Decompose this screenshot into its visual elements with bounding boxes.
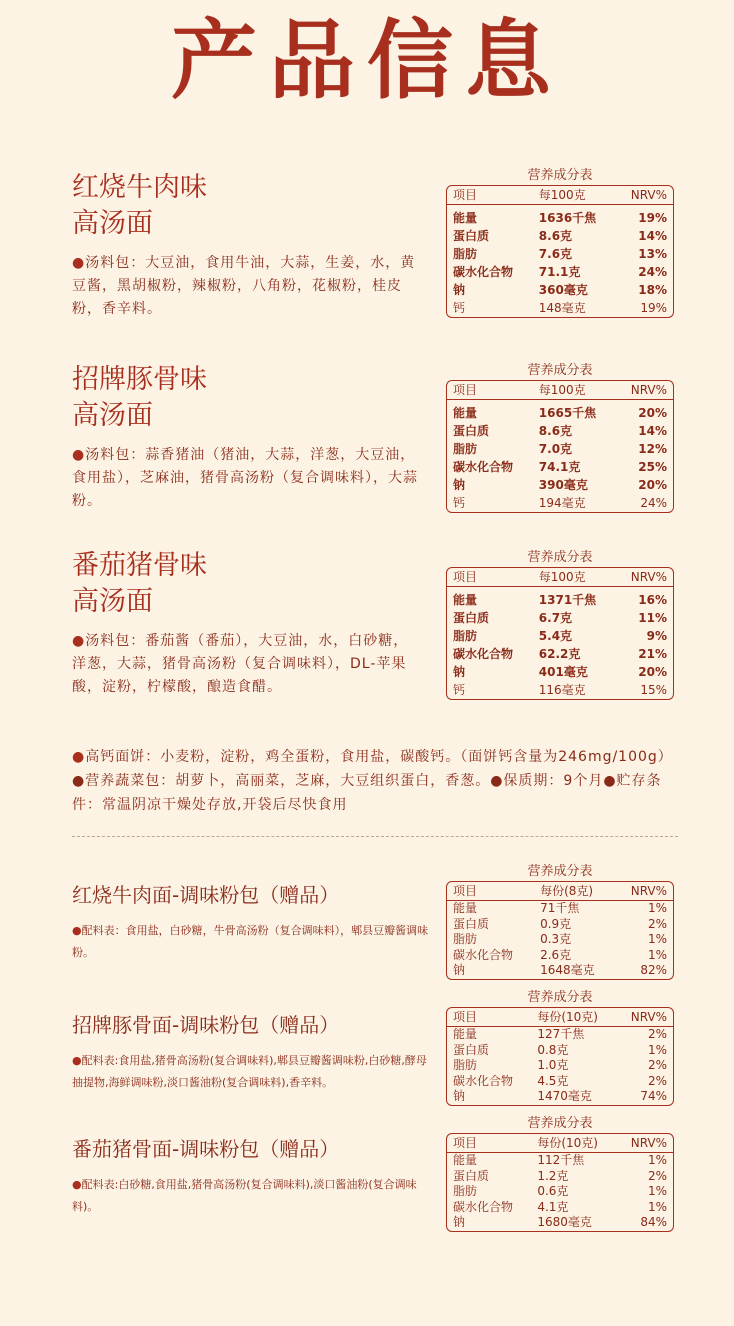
table-header-cell: 项目: [447, 568, 533, 587]
table-cell: 能量: [453, 211, 478, 225]
nutrition-table-1: [446, 166, 674, 318]
table-row: [447, 440, 673, 458]
bullet-icon: [72, 1178, 82, 1191]
bullet-icon: [72, 255, 85, 271]
gift-nutrition-table-1: [446, 862, 674, 980]
table-cell: 390毫克: [538, 478, 588, 492]
table-row: [447, 299, 673, 317]
table-cell: 1%: [647, 1199, 667, 1214]
product-ingredients: ● 汤料包：番茄酱（番茄），大豆油，水，白砂糖，洋葱，大蒜，猪骨高汤粉（复合调味料），DL-苹果酸，淀粉，柠檬酸，酿造食醋。: [72, 630, 422, 699]
table-cell: 蛋白质: [453, 1168, 490, 1183]
table-cell: 脂肪: [453, 1184, 478, 1198]
table-cell: 0.9克: [540, 916, 572, 931]
gift-nutrition-table-3: [446, 1114, 674, 1232]
nutrition-grid: [446, 567, 674, 700]
gift-ingredients: ● 配料表：食用盐，白砂糖，牛骨高汤粉（复合调味料），郫县豆瓣酱调味粉。: [72, 920, 432, 964]
table-cell: 1%: [647, 1042, 667, 1057]
table-cell: 脂肪: [453, 629, 478, 643]
table-cell: 12%: [638, 442, 667, 456]
table-cell: 1665千焦: [538, 406, 597, 420]
table-cell: 16%: [638, 593, 667, 607]
table-row: [447, 1058, 673, 1074]
table-cell: 24%: [640, 496, 667, 510]
table-row: [447, 281, 673, 299]
table-cell: 360毫克: [538, 283, 588, 297]
product-section-1: [72, 170, 422, 321]
table-cell: 钠: [453, 1215, 466, 1229]
bullet-icon: [72, 633, 85, 649]
table-cell: 74.1克: [538, 460, 581, 474]
table-row: [447, 381, 673, 400]
table-cell: 钠: [453, 478, 466, 492]
nutrition-table-3: [446, 548, 674, 700]
table-cell: 钙: [453, 683, 466, 697]
table-cell: 19%: [640, 301, 667, 315]
table-row: [447, 494, 673, 512]
table-cell: 1%: [647, 901, 667, 915]
table-cell: 1%: [647, 932, 667, 946]
table-row: [447, 1089, 673, 1105]
table-cell: 能量: [453, 593, 478, 607]
table-cell: 24%: [638, 265, 667, 279]
nutrition-table-2: [446, 361, 674, 513]
table-cell: 84%: [640, 1215, 667, 1229]
nutrition-grid: [446, 881, 674, 980]
table-cell: 蛋白质: [453, 611, 490, 625]
table-cell: 148毫克: [538, 301, 586, 315]
table-cell: 碳水化合物: [453, 460, 514, 474]
table-cell: 2.6克: [540, 947, 572, 962]
table-cell: 0.3克: [540, 932, 572, 946]
table-cell: 蛋白质: [453, 229, 490, 243]
table-row: [447, 882, 673, 901]
table-row: [447, 948, 673, 964]
table-header-cell: 每100克: [533, 381, 616, 400]
table-row: [447, 1027, 673, 1043]
table-cell: 碳水化合物: [453, 647, 514, 661]
table-cell: 碳水化合物: [453, 1073, 514, 1088]
table-cell: 4.1克: [537, 1199, 569, 1214]
product-title-line2: 高汤面: [72, 586, 153, 617]
table-cell: 钙: [453, 301, 466, 315]
table-cell: 能量: [453, 901, 478, 915]
table-cell: 71.1克: [538, 265, 581, 279]
table-header-cell: NRV%: [616, 1008, 673, 1027]
table-cell: 蛋白质: [453, 916, 490, 931]
table-row: [447, 917, 673, 933]
table-cell: 1%: [647, 1153, 667, 1167]
table-row: [447, 681, 673, 699]
table-cell: 脂肪: [453, 247, 478, 261]
nutrition-grid: [446, 185, 674, 318]
table-cell: 4.5克: [537, 1073, 569, 1088]
table-cell: 20%: [638, 665, 667, 679]
table-row: [447, 400, 673, 422]
bullet-icon: [72, 447, 85, 463]
table-header-cell: 每份(8克): [534, 882, 614, 901]
table-cell: 71千焦: [540, 901, 580, 915]
table-cell: 1680毫克: [537, 1215, 592, 1229]
table-cell: 74%: [640, 1089, 667, 1103]
table-row: [447, 1215, 673, 1231]
table-row: [447, 609, 673, 627]
nutrition-grid: [446, 380, 674, 513]
product-ingredients: ● 汤料包：蒜香猪油（猪油，大蒜，洋葱，大豆油，食用盐），芝麻油，猪骨高汤粉（复合调味料），大蒜粉。: [72, 444, 422, 513]
table-cell: 脂肪: [453, 442, 478, 456]
table-cell: 11%: [638, 611, 667, 625]
table-cell: 116毫克: [538, 683, 586, 697]
table-row: [447, 932, 673, 948]
bullet-icon: [72, 924, 82, 937]
table-cell: 1371千焦: [538, 593, 597, 607]
table-cell: 2%: [647, 1073, 667, 1088]
table-header-cell: 每份(10克): [531, 1008, 616, 1027]
table-row: [447, 1153, 673, 1169]
table-cell: 7.0克: [538, 442, 573, 456]
table-row: [447, 205, 673, 227]
gift-section-2: [72, 1012, 432, 1094]
table-cell: 8.6克: [538, 424, 573, 438]
nutrition-grid: [446, 1007, 674, 1106]
table-cell: 碳水化合物: [453, 265, 514, 279]
table-cell: 5.4克: [538, 629, 573, 643]
product-section-3: [72, 548, 422, 699]
table-cell: 1%: [647, 947, 667, 962]
table-cell: 19%: [638, 211, 667, 225]
bullet-icon: [72, 1054, 82, 1067]
table-cell: 1.0克: [537, 1058, 569, 1072]
gift-nutrition-table-2: [446, 988, 674, 1106]
table-row: [447, 663, 673, 681]
product-title-line1: 招牌豚骨味: [72, 364, 207, 395]
bullet-icon: [72, 749, 85, 765]
table-row: [447, 901, 673, 917]
table-header-cell: NRV%: [615, 381, 673, 400]
table-cell: 钠: [453, 1089, 466, 1103]
nutrition-caption: 营养成分表: [527, 864, 593, 879]
table-header-cell: NRV%: [615, 186, 673, 205]
product-title-line2: 高汤面: [72, 208, 153, 239]
extra-info: ● 高钙面饼：小麦粉，淀粉，鸡全蛋粉，食用盐，碳酸钙。（面饼钙含量为246mg/100g）●营养蔬菜包：胡萝卜，高丽菜，芝麻，大豆组织蛋白，香葱。●保质期：9个月●贮存条件：常温阴凉干燥处存放,开袋后尽快食用: [72, 745, 682, 817]
table-cell: 401毫克: [538, 665, 588, 679]
table-row: [447, 1043, 673, 1059]
table-header-cell: NRV%: [615, 882, 673, 901]
table-cell: 20%: [638, 406, 667, 420]
dashed-divider: [72, 836, 678, 837]
page-title: 产品信息: [171, 11, 563, 111]
table-cell: 钠: [453, 963, 466, 977]
gift-section-1: [72, 882, 432, 964]
table-header-cell: 项目: [447, 186, 533, 205]
table-cell: 1648毫克: [540, 963, 595, 977]
table-cell: 蛋白质: [453, 424, 490, 438]
table-header-cell: 每份(10克): [531, 1134, 616, 1153]
table-header-cell: 每100克: [533, 186, 616, 205]
table-cell: 钙: [453, 496, 466, 510]
table-row: [447, 186, 673, 205]
table-header-cell: 每100克: [533, 568, 616, 587]
table-cell: 13%: [638, 247, 667, 261]
product-section-2: [72, 362, 422, 513]
table-cell: 脂肪: [453, 1058, 478, 1072]
table-cell: 6.7克: [538, 611, 573, 625]
table-row: [447, 422, 673, 440]
product-title-line2: 高汤面: [72, 400, 153, 431]
table-cell: 2%: [647, 1168, 667, 1183]
nutrition-caption: 营养成分表: [527, 550, 593, 565]
nutrition-caption: 营养成分表: [527, 168, 593, 183]
nutrition-caption: 营养成分表: [527, 363, 593, 378]
table-cell: 112千焦: [537, 1153, 585, 1167]
table-cell: 7.6克: [538, 247, 573, 261]
table-header-cell: 项目: [447, 381, 533, 400]
table-cell: 194毫克: [538, 496, 586, 510]
table-cell: 14%: [638, 424, 667, 438]
nutrition-grid: [446, 1133, 674, 1232]
table-cell: 82%: [640, 963, 667, 977]
table-row: [447, 1169, 673, 1185]
table-row: [447, 1200, 673, 1216]
table-cell: 能量: [453, 1153, 478, 1167]
product-ingredients: ● 汤料包：大豆油，食用牛油，大蒜，生姜，水，黄豆酱，黑胡椒粉，辣椒粉，八角粉，花椒粉，桂皮粉，香辛料。: [72, 252, 422, 321]
table-cell: 能量: [453, 406, 478, 420]
table-cell: 钠: [453, 283, 466, 297]
table-cell: 2%: [647, 1058, 667, 1072]
table-row: [447, 568, 673, 587]
table-cell: 2%: [647, 1027, 667, 1041]
table-header-cell: 项目: [447, 882, 534, 901]
table-cell: 1%: [647, 1184, 667, 1198]
table-cell: 21%: [638, 647, 667, 661]
table-row: [447, 1184, 673, 1200]
table-header-cell: NRV%: [615, 568, 673, 587]
table-row: [447, 1008, 673, 1027]
table-row: [447, 227, 673, 245]
table-row: [447, 587, 673, 609]
table-header-cell: NRV%: [616, 1134, 673, 1153]
table-cell: 8.6克: [538, 229, 573, 243]
gift-title: 招牌豚骨面-调味粉包（赠品）: [72, 1013, 340, 1037]
table-cell: 0.6克: [537, 1184, 569, 1198]
table-row: [447, 627, 673, 645]
table-cell: 1.2克: [537, 1168, 569, 1183]
table-cell: 62.2克: [538, 647, 581, 661]
table-row: [447, 245, 673, 263]
table-cell: 脂肪: [453, 932, 478, 946]
gift-title: 红烧牛肉面-调味粉包（赠品）: [72, 883, 340, 907]
table-cell: 1636千焦: [538, 211, 597, 225]
gift-title: 番茄猪骨面-调味粉包（赠品）: [72, 1137, 340, 1161]
gift-section-3: [72, 1136, 432, 1218]
gift-ingredients: ● 配料表:食用盐,猪骨高汤粉(复合调味料),郫县豆瓣酱调味粉,白砂糖,酵母抽提物,海鲜调味粉,淡口酱油粉(复合调味料),香辛料。: [72, 1050, 432, 1094]
table-row: [447, 963, 673, 979]
product-title-line1: 红烧牛肉味: [72, 172, 207, 203]
table-header-cell: 项目: [447, 1008, 531, 1027]
table-cell: 碳水化合物: [453, 947, 514, 962]
table-cell: 钠: [453, 665, 466, 679]
nutrition-caption: 营养成分表: [527, 990, 593, 1005]
table-cell: 碳水化合物: [453, 1199, 514, 1214]
table-cell: 15%: [640, 683, 667, 697]
table-header-cell: 项目: [447, 1134, 531, 1153]
table-cell: 蛋白质: [453, 1042, 490, 1057]
table-row: [447, 1134, 673, 1153]
table-cell: 20%: [638, 478, 667, 492]
table-row: [447, 263, 673, 281]
table-cell: 0.8克: [537, 1042, 569, 1057]
table-cell: 9%: [646, 629, 667, 643]
gift-ingredients: ● 配料表:白砂糖,食用盐,猪骨高汤粉(复合调味料),淡口酱油粉(复合调味料)。: [72, 1174, 432, 1218]
table-cell: 127千焦: [537, 1027, 585, 1041]
table-cell: 2%: [647, 916, 667, 931]
table-row: [447, 645, 673, 663]
table-cell: 25%: [638, 460, 667, 474]
table-cell: 14%: [638, 229, 667, 243]
product-title-line1: 番茄猪骨味: [72, 550, 207, 581]
table-cell: 18%: [638, 283, 667, 297]
table-row: [447, 458, 673, 476]
table-cell: 能量: [453, 1027, 478, 1041]
table-row: [447, 1074, 673, 1090]
table-cell: 1470毫克: [537, 1089, 592, 1103]
table-row: [447, 476, 673, 494]
nutrition-caption: 营养成分表: [527, 1116, 593, 1131]
